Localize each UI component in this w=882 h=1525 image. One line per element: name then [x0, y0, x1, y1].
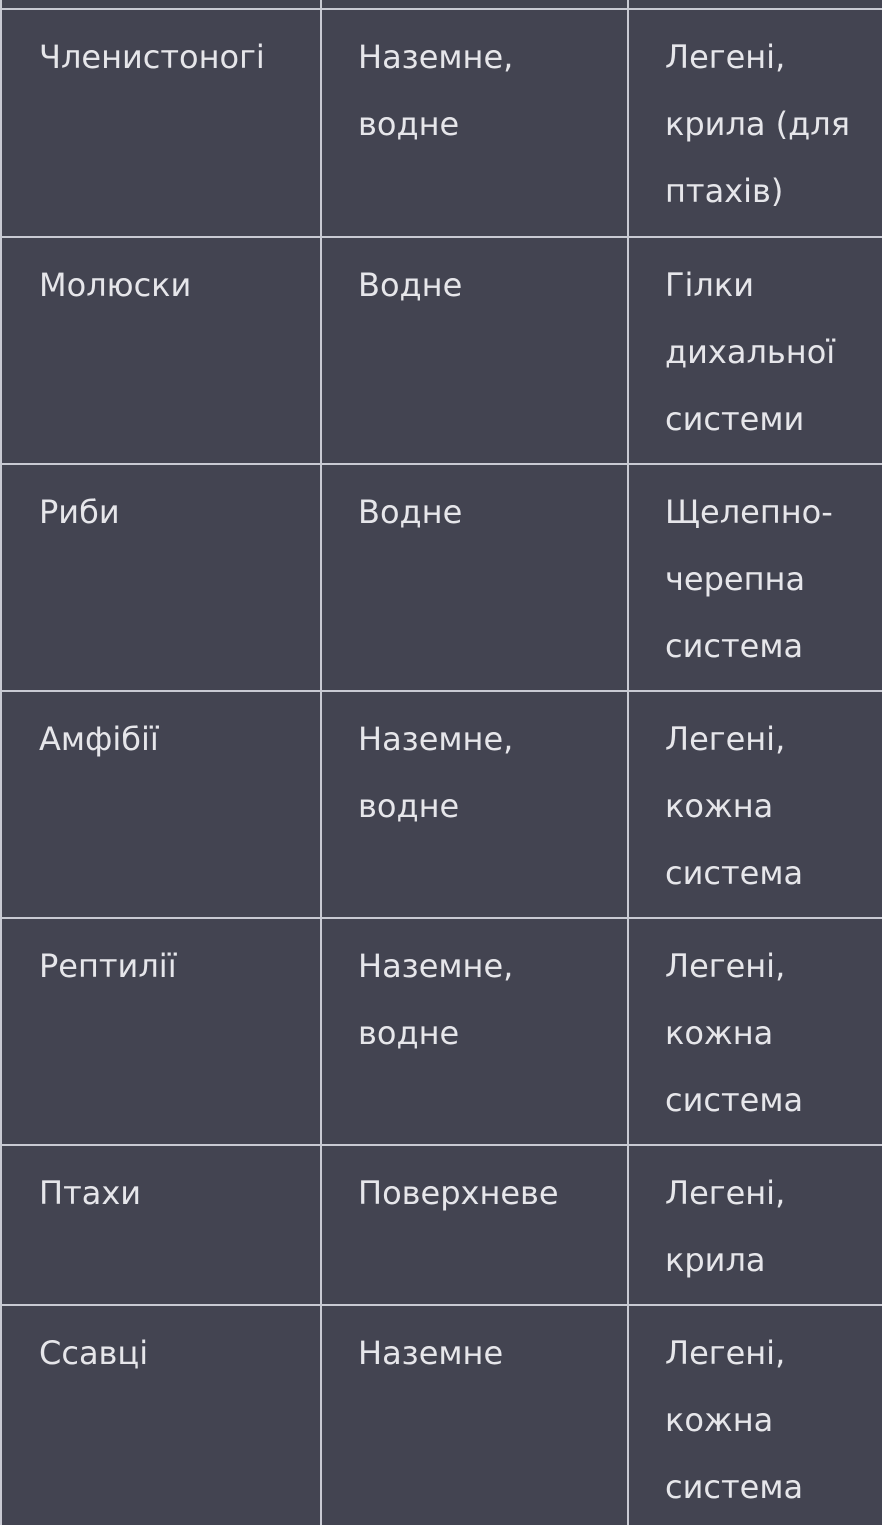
table-cell-respiration: Легені, крила — [628, 1145, 882, 1305]
table-row — [1, 1305, 882, 1525]
table-row — [1, 918, 882, 1145]
table-cell-habitat: Наземне, водне — [321, 691, 628, 918]
table-cell-respiration: Легені, кожна система — [628, 918, 882, 1145]
table-cell-habitat: Наземне — [321, 1305, 628, 1525]
table-row — [1, 464, 882, 691]
table-cell-group: Ссавці — [1, 1305, 321, 1525]
table-cell — [628, 0, 882, 9]
table-cell-group: Амфібії — [1, 691, 321, 918]
table-cell-habitat: Водне — [321, 237, 628, 464]
table-cell-respiration: Легені, кожна система — [628, 1305, 882, 1525]
table-cell-respiration: Гілки дихальної системи — [628, 237, 882, 464]
table-cell-group: Членистоногі — [1, 9, 321, 237]
table-cell-habitat: Поверхневе — [321, 1145, 628, 1305]
table-row — [1, 1145, 882, 1305]
table-cell-group: Молюски — [1, 237, 321, 464]
table-cell-habitat: Наземне, водне — [321, 918, 628, 1145]
table-cell-respiration: Легені, крила (для птахів) — [628, 9, 882, 237]
table-row — [1, 237, 882, 464]
table-cell-group: Птахи — [1, 1145, 321, 1305]
table-cell-group: Рептилії — [1, 918, 321, 1145]
table-cell — [321, 0, 628, 9]
table-cell-respiration: Щелепно-черепна система — [628, 464, 882, 691]
table-cell-respiration: Легені, кожна система — [628, 691, 882, 918]
table-cell — [1, 0, 321, 9]
table-row-partial — [1, 0, 882, 9]
table-cell-habitat: Наземне, водне — [321, 9, 628, 237]
table-row — [1, 9, 882, 237]
table-cell-habitat: Водне — [321, 464, 628, 691]
table-cell-group: Риби — [1, 464, 321, 691]
table-row — [1, 691, 882, 918]
